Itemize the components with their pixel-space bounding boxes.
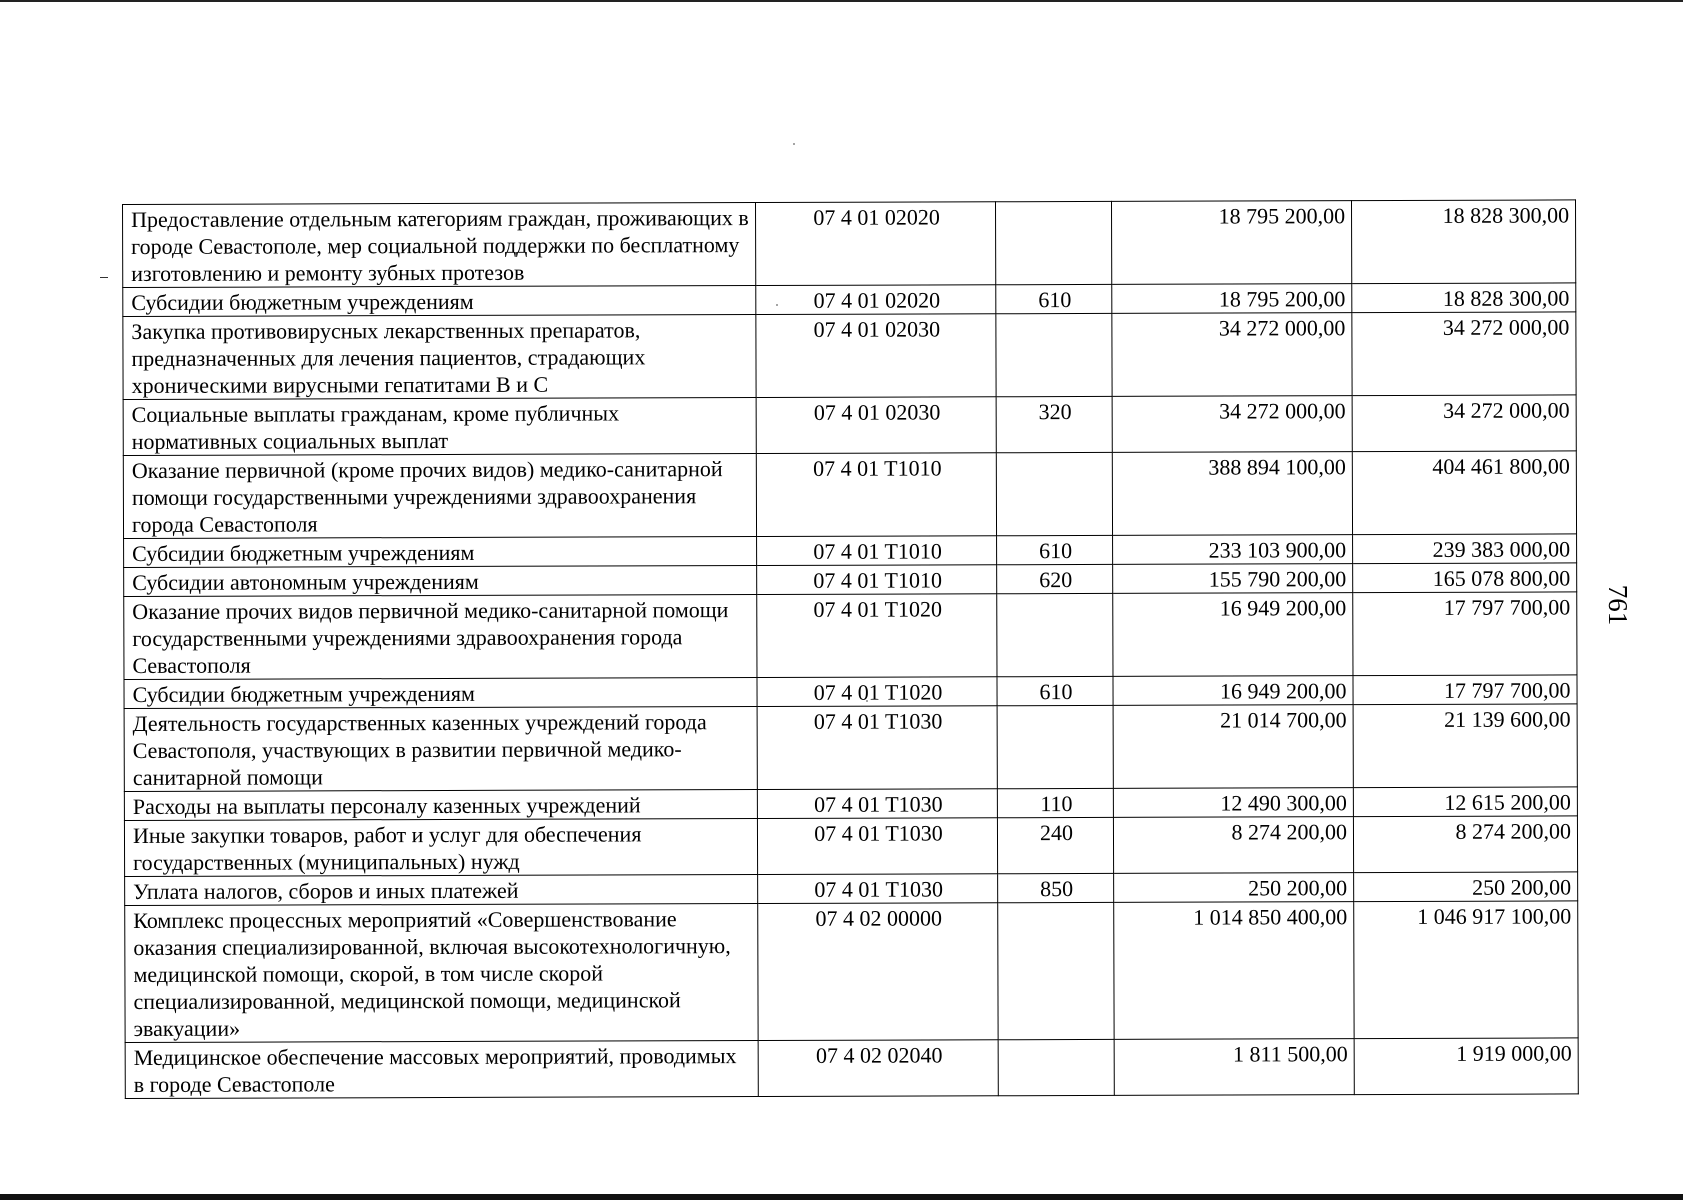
expense-type-cell: 110	[997, 788, 1113, 817]
page-number: 761	[1603, 584, 1633, 626]
budget-table	[122, 199, 1579, 1099]
row-name-cell: Субсидии бюджетным учреждениям	[123, 286, 756, 317]
amount-year1-cell: 1 811 500,00	[1114, 1039, 1354, 1096]
expense-type-cell: 610	[996, 284, 1112, 313]
budget-table-body	[123, 200, 1579, 1099]
expense-type-cell: 620	[997, 564, 1113, 593]
amount-year1-cell: 34 272 000,00	[1112, 313, 1352, 397]
expense-type-cell	[998, 1039, 1114, 1095]
amount-year1-cell: 16 949 200,00	[1113, 593, 1353, 677]
row-name-cell: Социальные выплаты гражданам, кроме публичных нормативных социальных выплат	[123, 398, 756, 456]
amount-year2-cell: 17 797 700,00	[1353, 592, 1577, 676]
target-article-cell: 07 4 01 T1020	[757, 594, 997, 678]
amount-year1-cell: 388 894 100,00	[1112, 452, 1352, 536]
expense-type-cell	[997, 593, 1113, 676]
table-row	[125, 901, 1578, 1043]
amount-year1-cell: 233 103 900,00	[1113, 535, 1353, 565]
row-name-cell: Предоставление отдельным категориям граждан, проживающих в городе Севастополе, мер социальной поддержки по бесплатному изготовлению и ремонту зубных протезов	[123, 203, 756, 288]
amount-year2-cell: 239 383 000,00	[1353, 534, 1577, 564]
expense-type-cell: 240	[997, 817, 1113, 873]
target-article-cell: 07 4 01 T1030	[757, 706, 997, 790]
amount-year1-cell: 34 272 000,00	[1112, 396, 1352, 453]
amount-year1-cell: 16 949 200,00	[1113, 676, 1353, 706]
target-article-cell: 07 4 01 02030	[756, 397, 996, 454]
amount-year1-cell: 18 795 200,00	[1111, 201, 1351, 285]
row-name-cell: Субсидии бюджетным учреждениям	[124, 537, 757, 568]
table-row	[124, 787, 1577, 821]
row-name-cell: Субсидии автономным учреждениям	[124, 566, 757, 597]
row-name-cell: Оказание первичной (кроме прочих видов) медико-санитарной помощи государственными учреждениями здравоохранения города Севастополя	[123, 454, 756, 539]
table-row	[124, 534, 1577, 568]
row-name-cell: Иные закупки товаров, работ и услуг для обеспечения государственных (муниципальных) нужд	[124, 819, 757, 877]
target-article-cell: 07 4 01 T1010	[757, 536, 997, 566]
table-row	[123, 283, 1576, 317]
target-article-cell: 07 4 01 02020	[756, 285, 996, 315]
amount-year2-cell: 1 046 917 100,00	[1354, 901, 1578, 1039]
table-row	[124, 675, 1577, 709]
amount-year2-cell: 34 272 000,00	[1352, 395, 1576, 452]
amount-year1-cell: 21 014 700,00	[1113, 705, 1353, 789]
table-row	[123, 395, 1576, 456]
target-article-cell: 07 4 01 T1010	[757, 565, 997, 595]
expense-type-cell: 610	[997, 535, 1113, 564]
amount-year2-cell: 18 828 300,00	[1352, 283, 1576, 313]
table-row	[123, 312, 1576, 400]
scan-speck	[793, 143, 795, 145]
amount-year2-cell: 1 919 000,00	[1354, 1038, 1578, 1095]
table-row	[124, 592, 1577, 680]
target-article-cell: 07 4 01 T1030	[757, 818, 997, 875]
table-row	[123, 451, 1576, 539]
expense-type-cell	[995, 201, 1111, 284]
amount-year1-cell: 18 795 200,00	[1112, 284, 1352, 314]
amount-year2-cell: 17 797 700,00	[1353, 675, 1577, 705]
amount-year1-cell: 250 200,00	[1114, 873, 1354, 903]
expense-type-cell	[998, 902, 1114, 1039]
table-row	[123, 200, 1576, 288]
row-name-cell: Медицинское обеспечение массовых мероприятий, проводимых в городе Севастополе	[125, 1041, 758, 1099]
amount-year1-cell: 8 274 200,00	[1113, 817, 1353, 874]
target-article-cell: 07 4 01 02030	[756, 314, 996, 398]
row-name-cell: Расходы на выплаты персоналу казенных учреждений	[124, 790, 757, 821]
row-name-cell: Комплекс процессных мероприятий «Совершенствование оказания специализированной, включая высокотехнологичную, медицинской помощи, скорой, в том числе скорой специализированной, медицинской помощи, медицинской эвакуации»	[125, 904, 758, 1043]
amount-year2-cell: 404 461 800,00	[1352, 451, 1576, 535]
row-name-cell: Оказание прочих видов первичной медико-санитарной помощи государственными учреждениями здравоохранения города Севастополя	[124, 595, 757, 680]
row-name-cell: Закупка противовирусных лекарственных препаратов, предназначенных для лечения пациентов, страдающих хроническими вирусными гепатитами В и С	[123, 315, 756, 400]
amount-year1-cell: 12 490 300,00	[1113, 788, 1353, 818]
expense-type-cell: 610	[997, 676, 1113, 705]
target-article-cell: 07 4 01 T1010	[756, 453, 996, 537]
amount-year1-cell: 155 790 200,00	[1113, 564, 1353, 594]
amount-year2-cell: 165 078 800,00	[1353, 563, 1577, 593]
expense-type-cell: 850	[998, 873, 1114, 902]
target-article-cell: 07 4 01 T1030	[758, 874, 998, 904]
table-row	[125, 872, 1578, 906]
row-name-cell: Субсидии бюджетным учреждениям	[124, 678, 757, 709]
amount-year2-cell: 250 200,00	[1354, 872, 1578, 902]
table-row	[124, 563, 1577, 597]
amount-year2-cell: 21 139 600,00	[1353, 704, 1577, 788]
margin-mark	[100, 277, 108, 278]
target-article-cell: 07 4 01 T1020	[757, 677, 997, 707]
expense-type-cell	[996, 313, 1112, 396]
scan-edge-top	[0, 0, 1683, 2]
expense-type-cell: 320	[996, 396, 1112, 452]
table-row	[124, 816, 1577, 877]
scan-edge-bottom	[0, 1194, 1683, 1200]
amount-year1-cell: 1 014 850 400,00	[1114, 902, 1354, 1040]
row-name-cell: Деятельность государственных казенных учреждений города Севастополя, участвующих в развитии первичной медико-санитарной помощи	[124, 707, 757, 792]
amount-year2-cell: 12 615 200,00	[1353, 787, 1577, 817]
target-article-cell: 07 4 02 00000	[758, 903, 998, 1041]
expense-type-cell	[997, 705, 1113, 788]
table-row	[124, 704, 1577, 792]
table-row	[125, 1038, 1578, 1099]
target-article-cell: 07 4 01 02020	[755, 202, 995, 286]
amount-year2-cell: 18 828 300,00	[1351, 200, 1575, 284]
target-article-cell: 07 4 02 02040	[758, 1040, 998, 1097]
amount-year2-cell: 34 272 000,00	[1352, 312, 1576, 396]
target-article-cell: 07 4 01 T1030	[757, 789, 997, 819]
expense-type-cell	[996, 452, 1112, 535]
row-name-cell: Уплата налогов, сборов и иных платежей	[125, 875, 758, 906]
amount-year2-cell: 8 274 200,00	[1353, 816, 1577, 873]
